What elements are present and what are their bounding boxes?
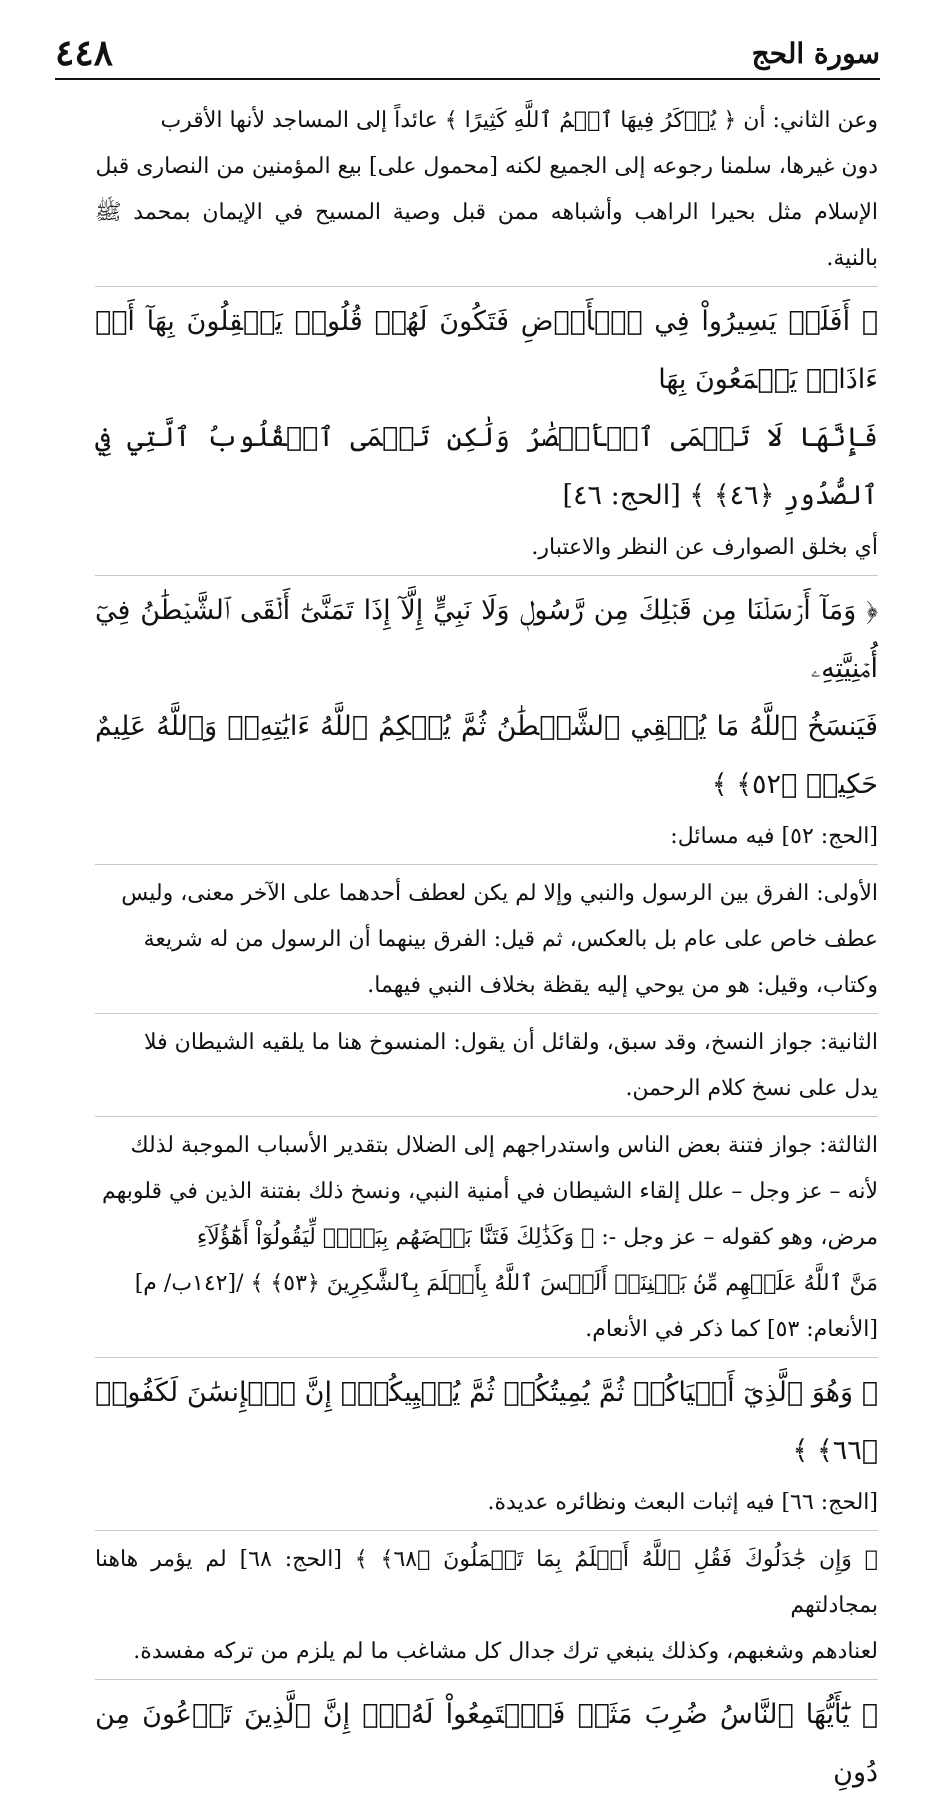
verse-line: ﴿ يَٰٓأَيُّهَا ٱلنَّاسُ ضُرِبَ مَثَلٞ فَٱسۡتَمِعُواْ لَهُۥٓۚ إِنَّ ٱلَّذِينَ تَدۡعُونَ مِن دُونِ xyxy=(95,1699,878,1788)
text-line: لعنادهم وشغبهم، وكذلك ينبغي ترك جدال كل مشاغب ما لم يلزم من تركه مفسدة. xyxy=(133,1639,878,1664)
page-header xyxy=(55,28,880,80)
verse-paragraph xyxy=(95,1357,878,1526)
verse-paragraph xyxy=(95,575,878,860)
text-line: الثانية: جواز النسخ، وقد سبق، ولقائل أن يقول: المنسوخ هنا ما يلقيه الشيطان فلا xyxy=(144,1030,878,1055)
verse-line: فَإِنَّهَا لَا تَعۡمَى ٱلۡأَبۡصَٰرُ وَلَٰكِن تَعۡمَى ٱلۡقُلُوبُ ٱلَّتِي فِي ٱلصُّدُورِ ﴿٤٦﴾ ﴾ [الحج: ٤٦] xyxy=(95,422,878,511)
quran-verse xyxy=(95,582,878,814)
text-line: الثالثة: جواز فتنة بعض الناس واستدراجهم إلى الضلال بتقدير الأسباب الموجبة لذلك xyxy=(130,1133,878,1158)
verse-paragraph xyxy=(95,1679,878,1802)
text-line: الأولى: الفرق بين الرسول والنبي وإلا لم يكن لعطف أحدهما على الآخر معنى، وليس xyxy=(121,881,878,906)
paragraph xyxy=(95,1530,878,1675)
paragraph xyxy=(95,864,878,1009)
text-line: يدل على نسخ كلام الرحمن. xyxy=(625,1076,878,1101)
text-line: عطف خاص على عام بل بالعكس، ثم قيل: الفرق بينهما أن الرسول من له شريعة xyxy=(143,927,878,952)
text-line: [الأنعام: ٥٣] كما ذكر في الأنعام. xyxy=(585,1317,878,1342)
commentary: [الحج: ٥٢] فيه مسائل: xyxy=(670,824,878,849)
verse-line: ﴿ وَهُوَ ٱلَّذِيٓ أَحۡيَاكُمۡ ثُمَّ يُمِيتُكُمۡ ثُمَّ يُحۡيِيكُمۡۗ إِنَّ ٱلۡإِنسَٰنَ لَكَفُورٞ ﴿٦٦﴾ ﴾ xyxy=(95,1377,878,1466)
text-line: وكتاب، وقيل: هو من يوحي إليه يقظة بخلاف النبي فيهما. xyxy=(367,973,878,998)
page-number: ٤٤٨ xyxy=(55,32,114,74)
text-line: مَنَّ ٱللَّهُ عَلَيۡهِم مِّنۢ بَيۡنِنَآۗ أَلَيۡسَ ٱللَّهُ بِأَعۡلَمَ بِٱلشَّٰكِرِينَ ﴿٥٣﴾ ﴾ /[١٤٢ب/ م] xyxy=(134,1271,878,1296)
paragraph xyxy=(95,98,878,282)
paragraph xyxy=(95,1116,878,1353)
verse-line: فَيَنسَخُ ٱللَّهُ مَا يُلۡقِي ٱلشَّيۡطَٰنُ ثُمَّ يُحۡكِمُ ٱللَّهُ ءَايَٰتِهِۦۗ وَٱللَّهُ عَلِيمٌ حَكِيمٞ ﴿٥٢﴾ ﴾ xyxy=(95,711,878,800)
verse-paragraph xyxy=(95,286,878,571)
text-line: وعن الثاني: أن ﴿ يُذۡكَرُ فِيهَا ٱسۡمُ ٱللَّهِ كَثِيرًا ﴾ عائداً إلى المساجد لأنها الأقرب xyxy=(160,108,878,133)
text-line: ﴿ وَإِن جَٰدَلُوكَ فَقُلِ ٱللَّهُ أَعۡلَمُ بِمَا تَعۡمَلُونَ ﴿٦٨﴾ ﴾ [الحج: ٦٨] لم يؤمر هاهنا بمجادلتهم xyxy=(95,1547,879,1618)
text-line: دون غيرها، سلمنا رجوعه إلى الجميع لكنه [محمول على] بيع المؤمنين من النصارى قبل xyxy=(95,154,878,179)
text-line: الإسلام مثل بحيرا الراهب وأشباهه ممن قبل وصية المسيح في الإيمان بمحمد ﷺ بالنية. xyxy=(95,200,878,271)
quran-verse xyxy=(95,1686,878,1802)
surah-title: سورة الحج xyxy=(751,36,880,70)
commentary: أي بخلق الصوارف عن النظر والاعتبار. xyxy=(531,535,878,560)
page-body xyxy=(95,98,878,1806)
quran-verse xyxy=(95,1364,878,1480)
text-line: لأنه – عز وجل – علل إلقاء الشيطان في أمنية النبي، ونسخ ذلك بفتنة الذين في قلوبهم xyxy=(101,1179,878,1204)
commentary: [الحج: ٦٦] فيه إثبات البعث ونظائره عديدة. xyxy=(487,1490,878,1515)
verse-line: ﴿ وَمَآ أَرۡسَلۡنَا مِن قَبۡلِكَ مِن رَّسُولٖ وَلَا نَبِيٍّ إِلَّآ إِذَا تَمَنَّىٰٓ أَلۡقَى ٱلشَّيۡطَٰنُ فِيٓ أُمۡنِيَّتِهِۦ xyxy=(95,595,878,684)
quran-verse xyxy=(95,293,878,525)
verse-line: ﴿ أَفَلَمۡ يَسِيرُواْ فِي ٱلۡأَرۡضِ فَتَكُونَ لَهُمۡ قُلُوبٞ يَعۡقِلُونَ بِهَآ أَوۡ ءَاذَانٞ يَسۡمَعُونَ بِهَا xyxy=(95,306,878,395)
paragraph xyxy=(95,1013,878,1112)
text-line: مرض، وهو كقوله – عز وجل -: ﴿ وَكَذَٰلِكَ فَتَنَّا بَعۡضَهُم بِبَعۡضٖ لِّيَقُولُوٓاْ أَهَٰٓؤُلَآءِ xyxy=(196,1225,878,1250)
